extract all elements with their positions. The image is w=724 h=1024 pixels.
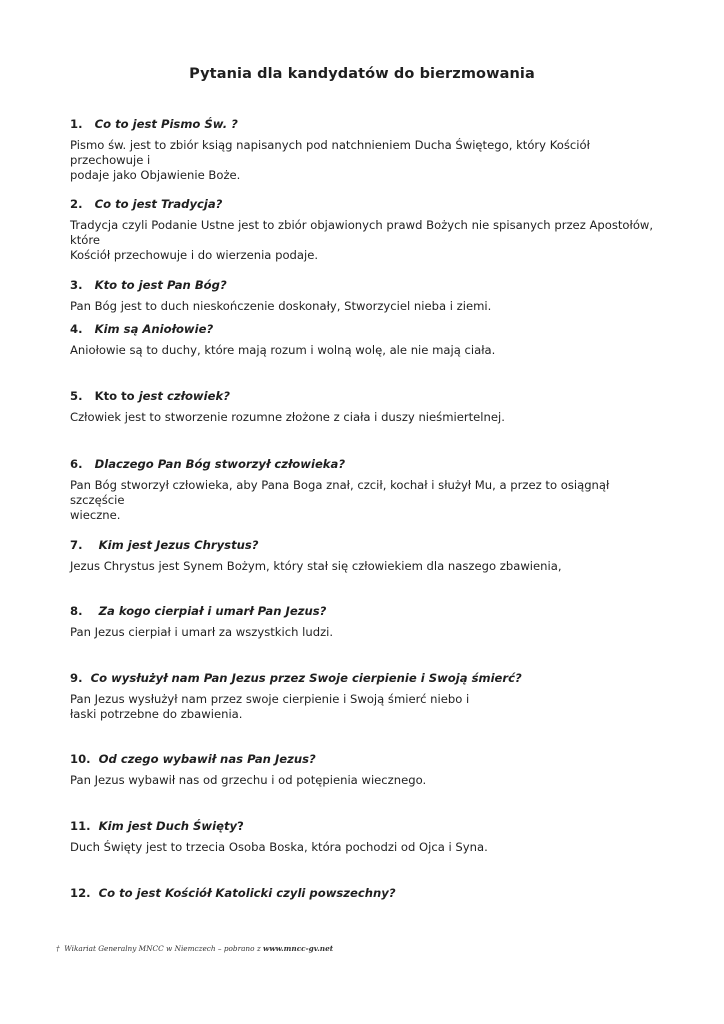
question-heading — [70, 818, 660, 834]
answer-text: Aniołowie są to duchy, które mają rozum i wolną wolę, ale nie mają ciała. — [70, 343, 496, 357]
question-text-plain: Kto to — [94, 389, 135, 403]
question-number: 2. — [70, 197, 83, 211]
answer-text: Jezus Chrystus jest Synem Bożym, który stał się człowiekiem dla naszego zbawienia, — [70, 559, 562, 573]
answer-text: Pan Bóg jest to duch nieskończenie doskonały, Stworzyciel nieba i ziemi. — [70, 299, 492, 313]
question-heading — [70, 670, 660, 686]
question-text: Kim jest Jezus Chrystus? — [98, 538, 259, 552]
answer-text: Duch Święty jest to trzecia Osoba Boska, która pochodzi od Ojca i Syna. — [70, 840, 488, 854]
question-heading — [70, 751, 660, 767]
question-number: 4. — [70, 322, 83, 336]
question-text: jest człowiek? — [138, 389, 230, 403]
question-4 — [70, 321, 660, 358]
dagger-mark: † — [56, 944, 60, 953]
question-2 — [70, 196, 660, 263]
footer-text: Wikariat Generalny MNCC w Niemczech – pobrano z — [64, 944, 261, 953]
question-mark: ? — [237, 819, 244, 833]
question-heading — [70, 885, 660, 901]
question-heading — [70, 537, 660, 553]
question-number: 11. — [70, 819, 91, 833]
question-7 — [70, 537, 660, 574]
question-11 — [70, 818, 660, 855]
answer-text: Pismo św. jest to zbiór ksiąg napisanych pod natchnieniem Ducha Świętego, który Kościół przechowuje i podaje jako Objawienie Boże. — [70, 138, 590, 182]
question-3 — [70, 277, 660, 314]
question-heading — [70, 388, 660, 404]
question-text: Kto to jest Pan Bóg? — [94, 278, 227, 292]
question-heading — [70, 116, 660, 132]
answer-text: Pan Jezus cierpiał i umarł za wszystkich ludzi. — [70, 625, 334, 639]
question-text: Co to jest Kościół Katolicki czyli powszechny? — [98, 886, 396, 900]
question-12 — [70, 885, 660, 901]
page-title: Pytania dla kandydatów do bierzmowania — [189, 66, 535, 82]
question-number: 1. — [70, 117, 83, 131]
question-heading — [70, 321, 660, 337]
question-heading — [70, 456, 660, 472]
question-number: 8. — [70, 604, 83, 618]
question-text: Dlaczego Pan Bóg stworzył człowieka? — [94, 457, 346, 471]
answer-text: Człowiek jest to stworzenie rozumne złożone z ciała i duszy nieśmiertelnej. — [70, 410, 505, 424]
question-text: Co to jest Tradycja? — [94, 197, 223, 211]
question-text: Co to jest Pismo Św. ? — [94, 117, 238, 131]
question-8 — [70, 603, 660, 640]
question-number: 10. — [70, 752, 91, 766]
question-1 — [70, 116, 660, 183]
question-text: Od czego wybawił nas Pan Jezus? — [98, 752, 316, 766]
question-number: 3. — [70, 278, 83, 292]
answer-text: Tradycja czyli Podanie Ustne jest to zbiór objawionych prawd Bożych nie spisanych przez Apostołów, które Kościół przechowuje i do wierzenia podaje. — [70, 218, 654, 262]
question-text: Za kogo cierpiał i umarł Pan Jezus? — [98, 604, 327, 618]
question-number: 5. — [70, 389, 83, 403]
question-6 — [70, 456, 660, 523]
question-number: 6. — [70, 457, 83, 471]
question-text: Kim jest Duch Święty — [98, 819, 238, 833]
question-number: 7. — [70, 538, 83, 552]
question-text: Co wysłużył nam Pan Jezus przez Swoje cierpienie i Swoją śmierć? — [90, 671, 522, 685]
question-text: Kim są Aniołowie? — [94, 322, 214, 336]
footer-note — [56, 944, 333, 953]
question-number: 12. — [70, 886, 91, 900]
footer-site-link[interactable]: www.mncc-gv.net — [263, 944, 334, 953]
question-9 — [70, 670, 660, 722]
answer-text: Pan Jezus wybawił nas od grzechu i od potępienia wiecznego. — [70, 773, 427, 787]
question-10 — [70, 751, 660, 788]
question-number: 9. — [70, 671, 83, 685]
question-heading — [70, 277, 660, 293]
question-5 — [70, 388, 660, 425]
question-heading — [70, 603, 660, 619]
answer-text: Pan Jezus wysłużył nam przez swoje cierpienie i Swoją śmierć niebo i łaski potrzebne do zbawienia. — [70, 692, 470, 721]
answer-text: Pan Bóg stworzył człowieka, aby Pana Boga znał, czcił, kochał i służył Mu, a przez to osiągnął szczęście wieczne. — [70, 478, 610, 522]
question-heading — [70, 196, 660, 212]
